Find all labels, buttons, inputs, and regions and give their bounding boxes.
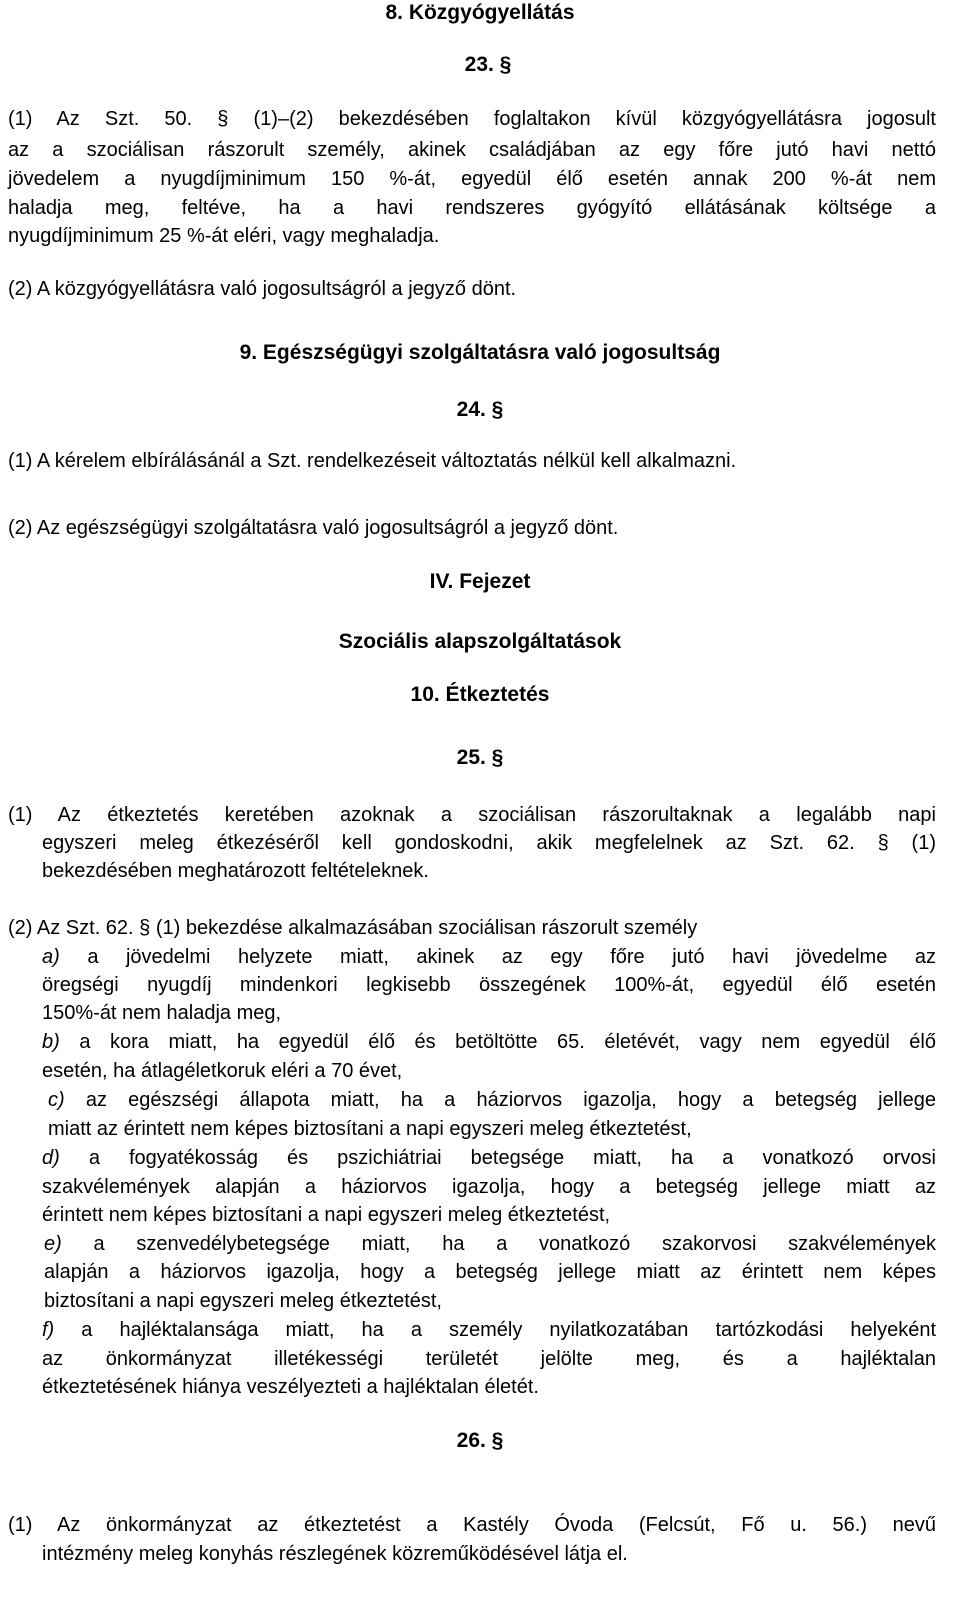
item-a-line3: 150%-át nem haladja meg, — [42, 1002, 282, 1024]
item-a-text1: a jövedelmi helyzete miatt, akinek az egy főre jutó havi jövedelme az — [87, 946, 936, 968]
s25-p2-intro: (2) Az Szt. 62. § (1) bekezdése alkalmazásában szociálisan rászorult személy — [8, 917, 698, 939]
chapter-9-title: 9. Egészségügyi szolgáltatásra való jogosultság — [239, 341, 721, 364]
item-d-marker: d) — [42, 1147, 60, 1169]
item-c-text1: az egészségi állapota miatt, ha a háziorvos igazolja, hogy a betegség jellege — [85, 1089, 936, 1111]
chapter-8-title: 8. Közgyógyellátás — [385, 1, 575, 24]
item-c-marker: c) — [48, 1089, 65, 1111]
s23-p1-line1: (1) Az Szt. 50. § (1)–(2) bekezdésében foglaltakon kívül közgyógyellátásra jogosult — [8, 108, 936, 130]
item-f-line1 — [42, 1317, 936, 1343]
section-24-heading: 24. § — [456, 398, 504, 421]
s24-p2: (2) Az egészségügyi szolgáltatásra való jogosultságról a jegyző dönt. — [8, 517, 619, 539]
s25-p1-line2: egyszeri meleg étkezéséről kell gondoskodni, akik megfelelnek az Szt. 62. § (1) — [42, 832, 936, 854]
item-c-line1 — [48, 1087, 936, 1113]
item-e-marker: e) — [44, 1233, 62, 1255]
section-23-heading: 23. § — [464, 53, 512, 76]
item-f-marker: f) — [42, 1319, 55, 1341]
item-b-line1 — [42, 1029, 936, 1055]
item-e-line1 — [44, 1231, 936, 1257]
section-26-heading: 26. § — [456, 1429, 504, 1452]
item-d-text1: a fogyatékosság és pszichiátriai betegsége miatt, ha a vonatkozó orvosi — [88, 1147, 936, 1169]
s23-p1-line4: haladja meg, feltéve, ha a havi rendszeres gyógyító ellátásának költsége a — [8, 197, 936, 219]
item-d-line1 — [42, 1145, 936, 1171]
item-e-text1: a szenvedélybetegsége miatt, ha a vonatkozó szakorvosi szakvélemények — [93, 1233, 936, 1255]
item-e-line3: biztosítani a napi egyszeri meleg étkeztetést, — [44, 1290, 442, 1312]
item-c-line2: miatt az érintett nem képes biztosítani a napi egyszeri meleg étkeztetést, — [48, 1118, 692, 1140]
s26-p1-line1: (1) Az önkormányzat az étkeztetést a Kastély Óvoda (Felcsút, Fő u. 56.) nevű — [8, 1514, 936, 1536]
item-b-text1: a kora miatt, ha egyedül élő és betöltötte 65. életévét, vagy nem egyedül élő — [79, 1031, 936, 1053]
item-b-marker: b) — [42, 1031, 60, 1053]
item-f-line3: étkeztetésének hiánya veszélyezteti a hajléktalan életét. — [42, 1376, 539, 1398]
s23-p1-line2: az a szociálisan rászorult személy, akinek családjában az egy főre jutó havi nettó — [8, 139, 936, 161]
s24-p1: (1) A kérelem elbírálásánál a Szt. rendelkezéseit változtatás nélkül kell alkalmazni. — [8, 450, 737, 472]
s26-p1-line2: intézmény meleg konyhás részlegének közreműködésével látja el. — [42, 1543, 628, 1565]
item-a-marker: a) — [42, 946, 60, 968]
item-f-line2: az önkormányzat illetékességi területét jelölte meg, és a hajléktalan — [42, 1348, 936, 1370]
section-25-heading: 25. § — [456, 746, 504, 769]
s23-p1-line3: jövedelem a nyugdíjminimum 150 %-át, egyedül élő esetén annak 200 %-át nem — [8, 168, 936, 190]
part-4-title: IV. Fejezet — [429, 570, 531, 593]
item-e-line2: alapján a háziorvos igazolja, hogy a betegség jellege miatt az érintett nem képes — [44, 1261, 936, 1283]
s25-p1-line3: bekezdésében meghatározott feltételeknek. — [42, 860, 429, 882]
item-b-line2: esetén, ha átlagéletkoruk eléri a 70 évet, — [42, 1060, 403, 1082]
item-d-line2: szakvélemények alapján a háziorvos igazolja, hogy a betegség jellege miatt az — [42, 1176, 936, 1198]
part-4-subtitle: Szociális alapszolgáltatások — [338, 630, 622, 653]
item-a-line2: öregségi nyugdíj mindenkori legkisebb összegének 100%-át, egyedül élő esetén — [42, 974, 936, 996]
chapter-10-title: 10. Étkeztetés — [410, 683, 550, 706]
s25-p1-line1: (1) Az étkeztetés keretében azoknak a szociálisan rászorultaknak a legalább napi — [8, 804, 936, 826]
s23-p1-line5: nyugdíjminimum 25 %-át eléri, vagy meghaladja. — [8, 225, 440, 247]
item-a-line1 — [42, 944, 936, 970]
s23-p2: (2) A közgyógyellátásra való jogosultságról a jegyző dönt. — [8, 278, 517, 300]
item-f-text1: a hajléktalansága miatt, ha a személy nyilatkozatában tartózkodási helyeként — [81, 1319, 936, 1341]
item-d-line3: érintett nem képes biztosítani a napi egyszeri meleg étkeztetést, — [42, 1204, 611, 1226]
